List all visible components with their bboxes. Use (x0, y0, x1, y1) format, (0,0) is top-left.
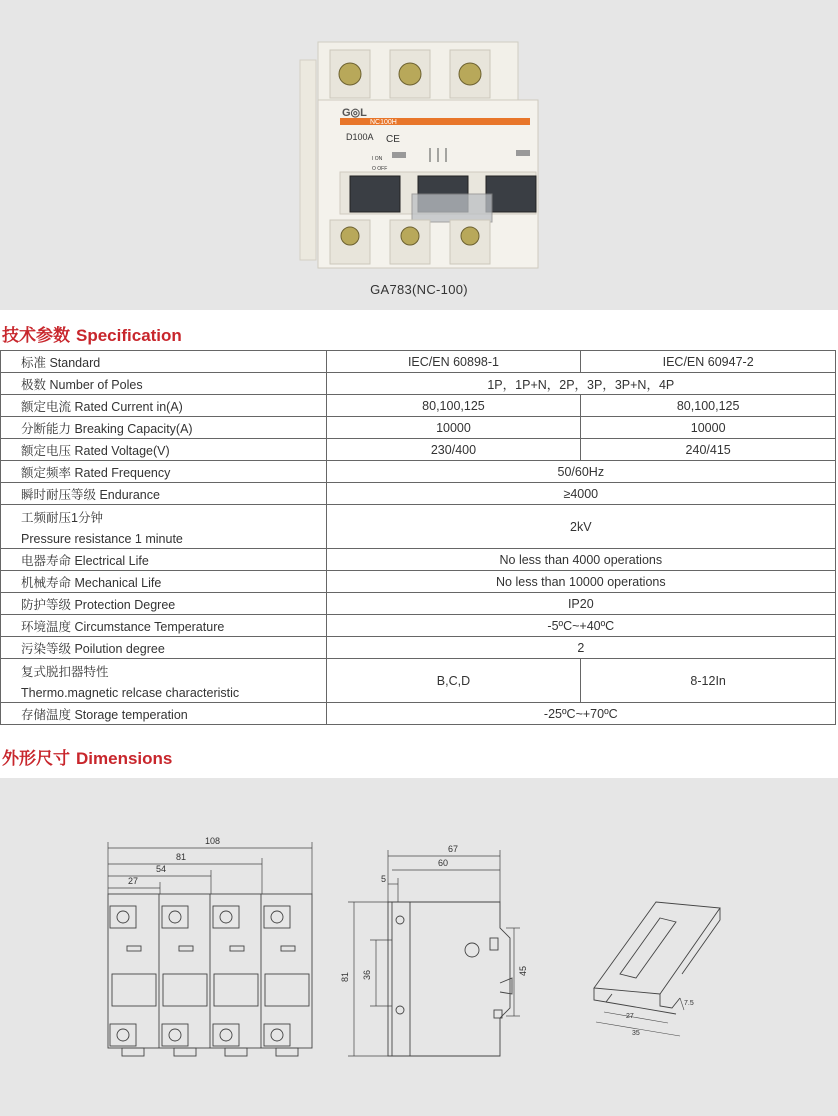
spec-value-a: 230/400 (326, 439, 581, 461)
dim-side-45: 45 (518, 965, 528, 976)
ce-mark-text: CE (386, 134, 400, 145)
spec-value-b: 10000 (581, 417, 836, 439)
dim-front-81: 81 (176, 852, 187, 862)
spec-value: No less than 4000 operations (326, 549, 835, 571)
dim-rail-27: 27 (626, 1013, 634, 1020)
din-rail-view (594, 902, 720, 1037)
dim-side-60: 60 (438, 858, 449, 868)
spec-title-en: Specification (76, 326, 182, 345)
product-caption: GA783(NC-100) (370, 282, 468, 297)
on-label-text: I ON (372, 156, 383, 162)
spec-value: -5ºC~+40ºC (326, 615, 835, 637)
spec-value: ≥4000 (326, 483, 835, 505)
table-row (1, 351, 836, 373)
rating-label-text: D100A (346, 132, 374, 142)
spec-label-line2: Pressure resistance 1 minute (21, 531, 183, 546)
spec-value-a: IEC/EN 60898-1 (326, 351, 581, 373)
table-row (1, 395, 836, 417)
spec-value-b: 240/415 (581, 439, 836, 461)
table-row (1, 373, 836, 395)
spec-label: 防护等级 Protection Degree (1, 593, 327, 615)
dim-front-108: 108 (205, 836, 221, 846)
table-row (1, 439, 836, 461)
spec-label: 瞬时耐压等级 Endurance (1, 483, 327, 505)
spec-label: 污染等级 Poilution degree (1, 637, 327, 659)
model-label-text: NC100H (370, 119, 397, 126)
dim-side-5: 5 (381, 874, 387, 884)
spec-label: 机械寿命 Mechanical Life (1, 571, 327, 593)
spec-value: No less than 10000 operations (326, 571, 835, 593)
spec-value: 1P，1P+N，2P，3P，3P+N，4P (326, 373, 835, 395)
spec-table (0, 350, 836, 725)
spec-value: 50/60Hz (326, 461, 835, 483)
dim-side-67: 67 (448, 844, 459, 854)
dim-rail-7-5: 7.5 (684, 1000, 694, 1007)
spec-label: 环境温度 Circumstance Temperature (1, 615, 327, 637)
spec-value: 2 (326, 637, 835, 659)
spec-label-line1: 工频耐压1分钟 (21, 510, 103, 525)
spec-label: 分断能力 Breaking Capacity(A) (1, 417, 327, 439)
front-view (108, 836, 312, 1056)
dim-front-27: 27 (128, 876, 139, 886)
table-row (1, 483, 836, 505)
table-row (1, 593, 836, 615)
spec-value-a: B,C,D (326, 659, 581, 703)
brand-logo-text: G◎L (342, 107, 367, 119)
side-view (340, 844, 528, 1056)
table-row (1, 659, 836, 703)
spec-label: 额定频率 Rated Frequency (1, 461, 327, 483)
breaker-photo (0, 0, 838, 310)
dimensions-panel (0, 778, 838, 1116)
spec-label: 存储温度 Storage temperation (1, 703, 327, 725)
spec-value: 2kV (326, 505, 835, 549)
spec-label: 标准 Standard (1, 351, 327, 373)
product-photo-panel (0, 0, 838, 310)
spec-value-a: 10000 (326, 417, 581, 439)
spec-value-a: 80,100,125 (326, 395, 581, 417)
off-label-text: O OFF (372, 166, 388, 172)
dim-front-54: 54 (156, 864, 167, 874)
table-row (1, 571, 836, 593)
spec-value-b: 80,100,125 (581, 395, 836, 417)
dim-title-cn: 外形尺寸 (2, 749, 70, 768)
spec-label: 额定电压 Rated Voltage(V) (1, 439, 327, 461)
spec-label: 额定电流 Rated Current in(A) (1, 395, 327, 417)
dim-rail-35: 35 (632, 1030, 640, 1037)
spec-label-line1: 复式脱扣器特性 (21, 664, 109, 679)
table-row (1, 637, 836, 659)
dim-side-81: 81 (340, 971, 350, 982)
dimension-drawing (0, 778, 838, 1116)
spec-value-b: IEC/EN 60947-2 (581, 351, 836, 373)
spec-label: 极数 Number of Poles (1, 373, 327, 395)
spec-label (1, 659, 327, 703)
table-row (1, 549, 836, 571)
spec-label: 电器寿命 Electrical Life (1, 549, 327, 571)
spec-value: -25ºC~+70ºC (326, 703, 835, 725)
dim-section-title (2, 744, 172, 769)
dim-title-en: Dimensions (76, 749, 173, 768)
table-row (1, 461, 836, 483)
spec-value-b: 8-12In (581, 659, 836, 703)
spec-label (1, 505, 327, 549)
spec-section-title (2, 321, 182, 346)
table-row (1, 505, 836, 549)
table-row (1, 417, 836, 439)
spec-title-cn: 技术参数 (2, 326, 70, 345)
spec-value: IP20 (326, 593, 835, 615)
spec-label-line2: Thermo.magnetic relcase characteristic (21, 685, 240, 700)
table-row (1, 615, 836, 637)
table-row (1, 703, 836, 725)
dim-side-36: 36 (362, 969, 372, 980)
